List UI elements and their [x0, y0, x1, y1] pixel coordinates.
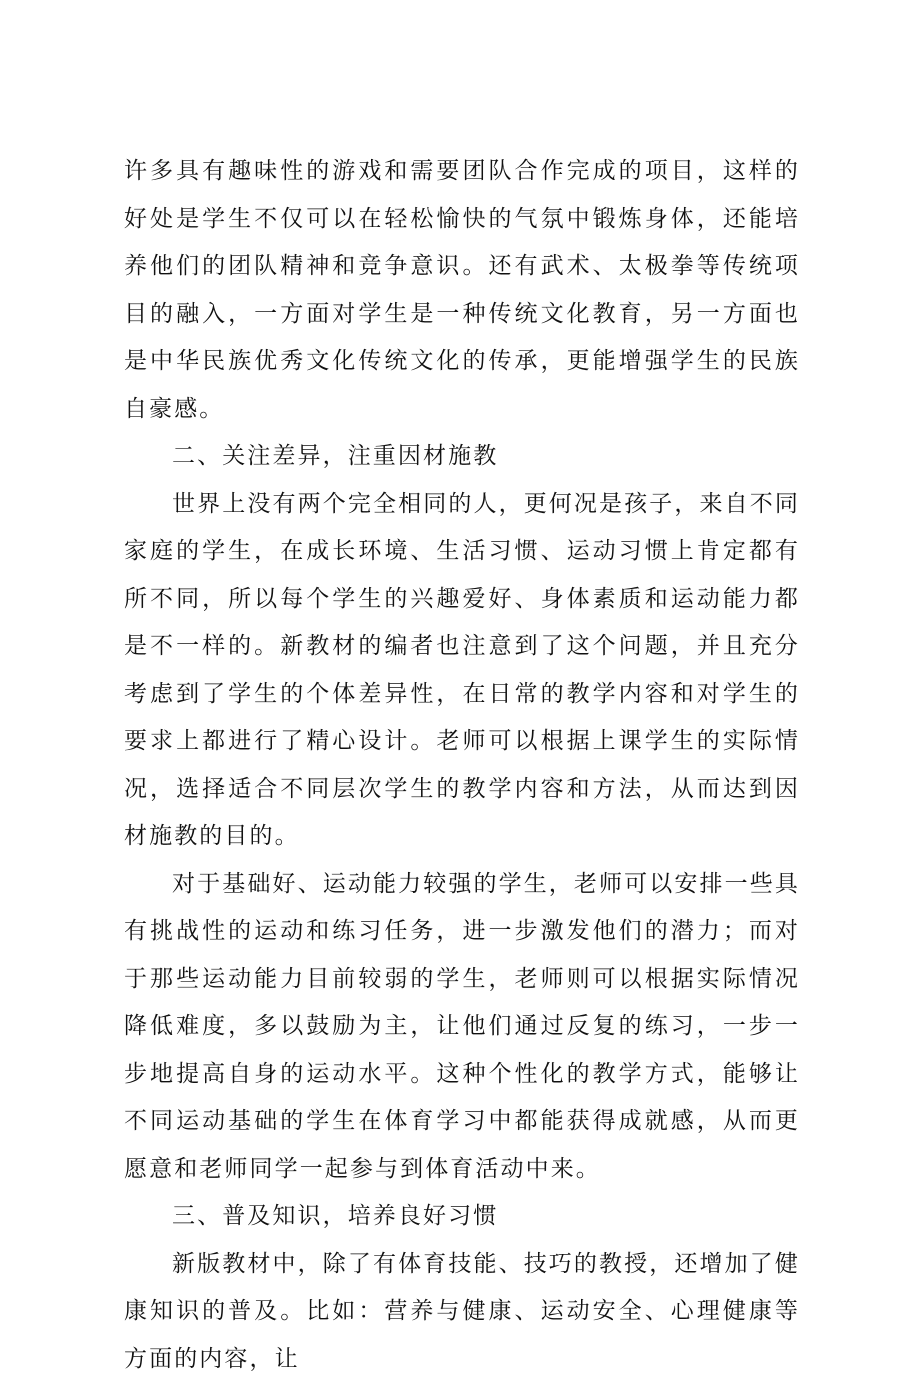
document-body [124, 148, 800, 1383]
section-heading-2: 二、关注差异，注重因材施教 [124, 433, 800, 481]
paragraph-individualized-teaching: 对于基础好、运动能力较强的学生，老师可以安排一些具有挑战性的运动和练习任务，进一步激发他们的潜力；而对于那些运动能力目前较弱的学生，老师则可以根据实际情况降低难度，多以鼓励为主，让他们通过反复的练习，一步一步地提高自身的运动水平。这种个性化的教学方式，能够让不同运动基础的学生在体育学习中都能获得成就感，从而更愿意和老师同学一起参与到体育活动中来。 [124, 861, 800, 1194]
paragraph-differences: 世界上没有两个完全相同的人，更何况是孩子，来自不同家庭的学生，在成长环境、生活习惯、运动习惯上肯定都有所不同，所以每个学生的兴趣爱好、身体素质和运动能力都是不一样的。新教材的编者也注意到了这个问题，并且充分考虑到了学生的个体差异性，在日常的教学内容和对学生的要求上都进行了精心设计。老师可以根据上课学生的实际情况，选择适合不同层次学生的教学内容和方法，从而达到因材施教的目的。 [124, 481, 800, 861]
paragraph-continuation: 许多具有趣味性的游戏和需要团队合作完成的项目，这样的好处是学生不仅可以在轻松愉快的气氛中锻炼身体，还能培养他们的团队精神和竞争意识。还有武术、太极拳等传统项目的融入，一方面对学生是一种传统文化教育，另一方面也是中华民族优秀文化传统文化的传承，更能增强学生的民族自豪感。 [124, 148, 800, 433]
section-heading-3: 三、普及知识，培养良好习惯 [124, 1193, 800, 1241]
paragraph-health-knowledge: 新版教材中，除了有体育技能、技巧的教授，还增加了健康知识的普及。比如：营养与健康、运动安全、心理健康等方面的内容，让 [124, 1241, 800, 1383]
